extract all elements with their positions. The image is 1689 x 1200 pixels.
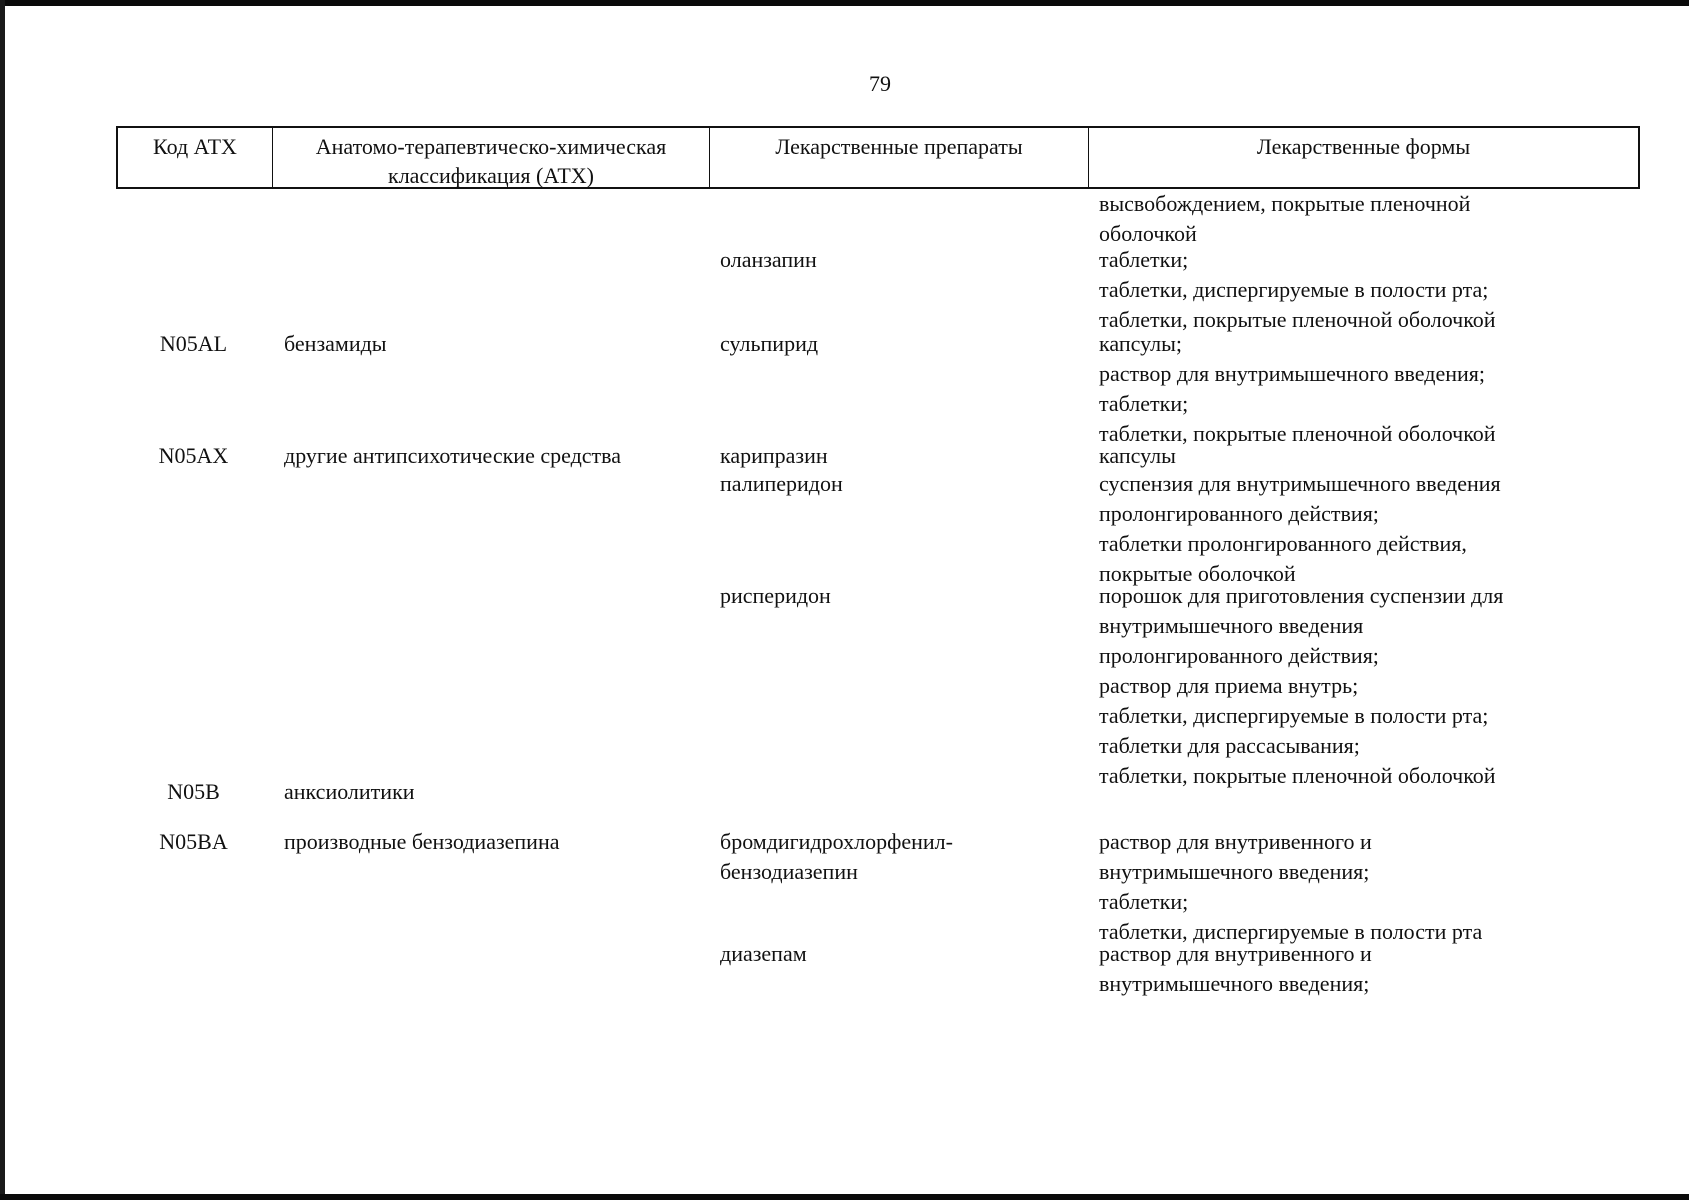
table-row <box>116 777 1636 807</box>
table-row <box>116 939 1636 999</box>
header-classification-text: Анатомо-терапевтическо-химическая классификация (АТХ) <box>315 134 667 188</box>
header-forms: Лекарственные формы <box>1256 134 1471 159</box>
drug-name <box>708 777 1087 807</box>
header-code: Код АТХ <box>118 128 273 187</box>
drug-name <box>708 329 1087 449</box>
dosage-form-line: капсулы <box>1099 443 1176 468</box>
atx-code <box>116 245 271 335</box>
drug-name <box>708 939 1087 999</box>
drug-name <box>708 189 1087 249</box>
atx-code: N05BA <box>159 829 228 854</box>
dosage-form-line: таблетки, покрытые пленочной оболочкой <box>1099 763 1496 788</box>
drug-name <box>708 469 1087 589</box>
dosage-form-line: раствор для внутривенного и <box>1099 941 1372 966</box>
dosage-forms <box>1087 827 1636 947</box>
table-row <box>116 189 1636 249</box>
table-header <box>116 126 1640 189</box>
atx-code: N05AL <box>159 331 228 356</box>
dosage-form-line: пролонгированного действия; <box>1099 643 1379 668</box>
page-number: 79 <box>869 71 891 96</box>
drug-name <box>708 827 1087 947</box>
atx-code: N05AX <box>158 443 229 468</box>
dosage-forms <box>1087 939 1636 999</box>
atx-classification: бензамиды <box>284 331 387 356</box>
dosage-form-line: таблетки, диспергируемые в полости рта; <box>1099 703 1489 728</box>
drug-name-line: палиперидон <box>720 471 843 496</box>
dosage-form-line: капсулы; <box>1099 331 1182 356</box>
atx-classification <box>271 939 708 999</box>
dosage-form-line: внутримышечного введения; <box>1099 971 1370 996</box>
dosage-form-line: таблетки, покрытые пленочной оболочкой <box>1099 307 1496 332</box>
table-row <box>116 329 1636 449</box>
drug-name <box>708 441 1087 471</box>
dosage-form-line: суспензия для внутримышечного введения <box>1099 471 1501 496</box>
atx-code <box>116 189 271 249</box>
atx-classification <box>271 469 708 589</box>
table-row <box>116 469 1636 589</box>
dosage-form-line: таблетки для рассасывания; <box>1099 733 1360 758</box>
drug-name-line: бромдигидрохлорфенил- <box>720 829 953 854</box>
dosage-form-line: оболочкой <box>1099 221 1197 246</box>
header-drugs: Лекарственные препараты <box>710 128 1089 187</box>
dosage-form-line: таблетки пролонгированного действия, <box>1099 531 1467 556</box>
drug-name-line: бензодиазепин <box>720 859 858 884</box>
scan-edge-left <box>0 0 5 1200</box>
table-row <box>116 441 1636 471</box>
atx-classification: анксиолитики <box>284 779 415 804</box>
dosage-form-line: таблетки, диспергируемые в полости рта <box>1099 919 1483 944</box>
drug-name-line: диазепам <box>720 941 807 966</box>
dosage-forms <box>1087 581 1636 791</box>
drug-name <box>708 581 1087 791</box>
drug-name <box>708 245 1087 335</box>
dosage-form-line: раствор для приема внутрь; <box>1099 673 1359 698</box>
dosage-form-line: таблетки, покрытые пленочной оболочкой <box>1099 421 1496 446</box>
dosage-form-line: внутримышечного введения; <box>1099 859 1370 884</box>
dosage-forms <box>1087 189 1636 249</box>
atx-code <box>116 581 271 791</box>
dosage-form-line: порошок для приготовления суспензии для <box>1099 583 1504 608</box>
dosage-form-line: высвобождением, покрытые пленочной <box>1099 191 1471 216</box>
scan-edge-top <box>0 0 1689 6</box>
drug-name-line: сульпирид <box>720 331 819 356</box>
drug-name-line: карипразин <box>720 443 828 468</box>
dosage-forms <box>1087 245 1636 335</box>
atx-classification: производные бензодиазепина <box>284 829 560 854</box>
atx-classification <box>271 581 708 791</box>
dosage-forms <box>1087 777 1636 807</box>
dosage-form-line: внутримышечного введения <box>1099 613 1364 638</box>
atx-code: N05B <box>167 779 220 804</box>
atx-code <box>116 469 271 589</box>
table-row <box>116 245 1636 335</box>
drug-name-line: оланзапин <box>720 247 817 272</box>
dosage-form-line: таблетки; <box>1099 391 1189 416</box>
dosage-form-line: таблетки, диспергируемые в полости рта; <box>1099 277 1489 302</box>
header-classification <box>273 128 710 187</box>
atx-code <box>116 939 271 999</box>
atx-classification <box>271 245 708 335</box>
scan-edge-bottom <box>0 1194 1689 1200</box>
drug-name-line: рисперидон <box>720 583 831 608</box>
dosage-form-line: раствор для внутривенного и <box>1099 829 1372 854</box>
dosage-form-line: таблетки; <box>1099 889 1189 914</box>
atx-classification: другие антипсихотические средства <box>284 443 622 468</box>
table-row <box>116 581 1636 791</box>
dosage-forms <box>1087 441 1636 471</box>
dosage-form-line: покрытые оболочкой <box>1099 561 1296 586</box>
table-row <box>116 827 1636 947</box>
atx-classification <box>271 189 708 249</box>
dosage-forms <box>1087 329 1636 449</box>
dosage-form-line: раствор для внутримышечного введения; <box>1099 361 1486 386</box>
dosage-form-line: пролонгированного действия; <box>1099 501 1379 526</box>
dosage-form-line: таблетки; <box>1099 247 1189 272</box>
dosage-forms <box>1087 469 1636 589</box>
